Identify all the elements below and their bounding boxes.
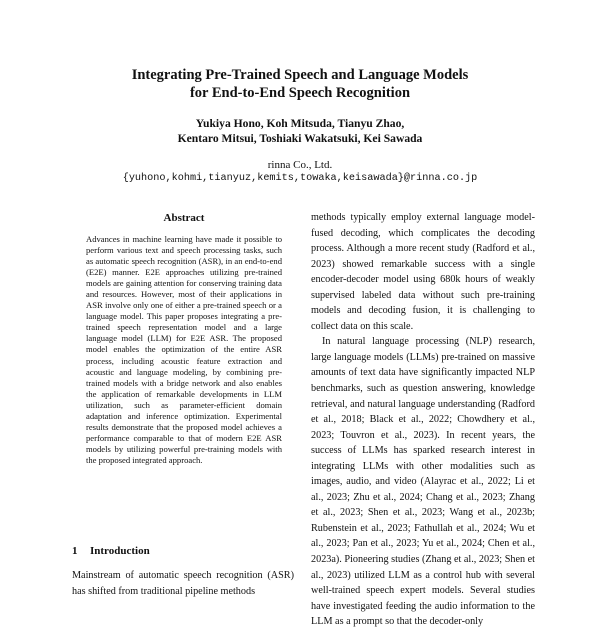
right-paragraph-2: In natural language processing (NLP) research, large language models (LLMs) pre-trained on massive amounts of text data have significantly impacted NLP benchmarks, such as question answering, knowledge retrieval, and natural language understanding (Radford et al., 2018; Black et al., 2022; Chowdhery et al., 2023; Touvron et al., 2023). In recent years, the success of LLMs has sparked research interest in integrating LLMs with other modalities such as images, audio, and video (Alayrac et al., 2022; Li et al., 2023; Zhu et al., 2024; Chang et al., 2023; Zhang et al., 2023; Shen et al., 2023; Wang et al., 2023b; Rubenstein et al., 2023; Fathullah et al., 2024; Wu et al., 2023; Pan et al., 2023; Yu et al., 2024; Chen et al., 2023a). Pioneering studies (Zhang et al., 2023; Shen et al., 2023) utilized LLM as a control hub with several well-trained speech expert models. Several studies have investigated feeding the audio information to the LLM as a prompt so that the decoder-only bbox=[311, 336, 535, 628]
affiliation: rinna Co., Ltd. bbox=[267, 159, 333, 171]
title-line-2: for End-to-End Speech Recognition bbox=[189, 85, 411, 101]
section-number: 1 bbox=[72, 545, 78, 557]
authors-line-2: Kentaro Mitsui, Toshiaki Wakatsuki, Kei Sawada bbox=[177, 132, 423, 145]
author-list bbox=[0, 116, 600, 146]
right-paragraph-1: methods typically employ external language model-fused decoding, which complicates the decoding process. Although a more recent study (Radford et al., 2023) showed remarkable success with a single encoder-decoder model using 680k hours of weakly supervised labeled data without such pre-training models and decoding fusion, it is challenging to collect data on this scale. bbox=[311, 212, 535, 332]
abstract-text: Advances in machine learning have made it possible to perform various text and speech processing tasks, such as automatic speech recognition (ASR), in an end-to-end (E2E) manner. E2E approaches utilizing pre-trained models are gaining attention for conserving training data and resources. However, most of their applications in ASR involve only one of either a pre-trained speech or a language model. This paper proposes integrating a pre-trained speech representation model and a large language model (LLM) for E2E ASR. The proposed model enables the optimization of the entire ASR process, including acoustic feature extraction and acoustic and language modeling, by combining pre-trained models with a bridge network and also enables the application of remarkable developments in LLM utilization, such as parameter-efficient domain adaptation and inference optimization. Experimental results demonstrate that the proposed model achieves a performance comparable to that of modern E2E ASR models by utilizing powerful pre-training models with the proposed integrated approach. bbox=[86, 234, 282, 465]
abstract-heading: Abstract bbox=[163, 212, 205, 224]
introduction-left-text: Mainstream of automatic speech recognition (ASR) has shifted from traditional pipeline methods bbox=[72, 570, 294, 597]
authors-line-1: Yukiya Hono, Koh Mitsuda, Tianyu Zhao, bbox=[195, 117, 405, 130]
introduction-heading bbox=[72, 545, 150, 557]
author-emails: {yuhono,kohmi,tianyuz,kemits,towaka,keisawada}@rinna.co.jp bbox=[122, 173, 478, 184]
section-title: Introduction bbox=[90, 545, 150, 557]
affiliation-block bbox=[0, 158, 600, 186]
paper-title bbox=[0, 66, 600, 102]
title-line-1: Integrating Pre-Trained Speech and Language Models bbox=[131, 67, 469, 83]
right-column bbox=[311, 210, 535, 630]
